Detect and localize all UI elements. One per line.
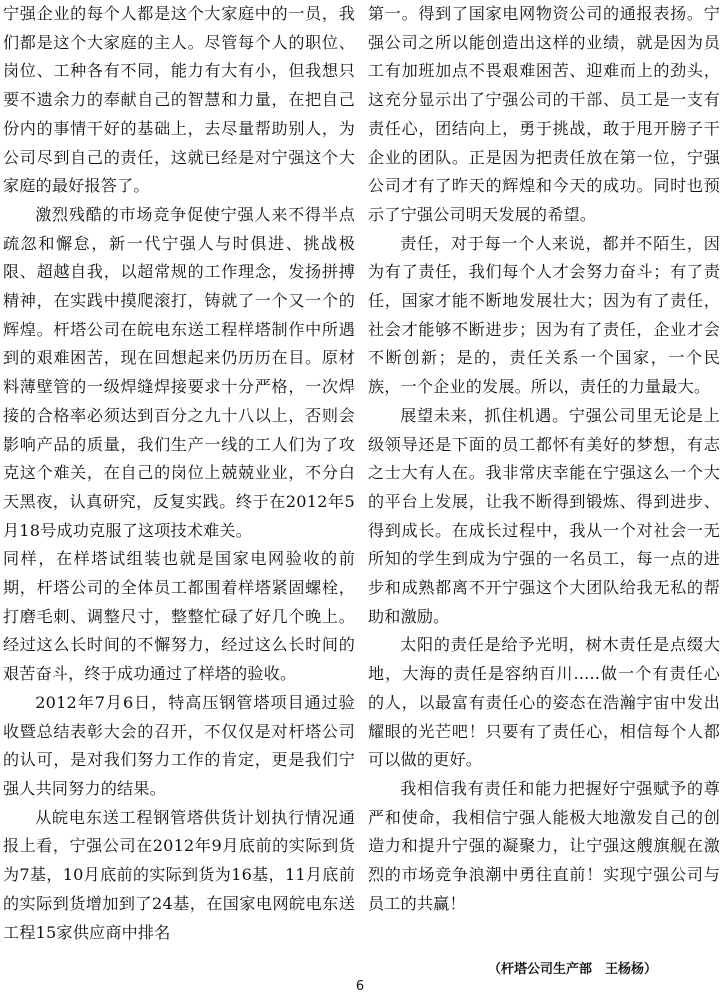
paragraph: 2012年7月6日，特高压钢管塔项目通过验收暨总结表彰大会的召开，不仅仅是对杆塔公司的认可，是对我们努力工作的肯定，更是我们宁强人共同努力的结果。: [3, 692, 355, 798]
author-byline: （杆塔公司生产部 王杨杨）: [488, 962, 658, 977]
paragraph: 责任，对于每一个人来说，都并不陌生，因为有了责任，我们每个人才会努力奋斗；有了责任，国家才能不断地发展壮大；因为有了责任，社会才能够不断进步；因为有了责任，企业才会不断创新；是的，责任关系一个国家，一个民族，一个企业的发展。所以，责任的力量最大。: [368, 233, 720, 397]
paragraph: 第一。得到了国家电网物资公司的通报表扬。宁强公司之所以能创造出这样的业绩，就是因为员工有加班加点不畏艰难困苦、迎难而上的劲头，这充分显示出了宁强公司的干部、员工是一支有责任心，团结向上，勇于挑战，敢于甩开膀子干企业的团队。正是因为把责任放在第一位，宁强公司才有了昨天的辉煌和今天的成功。同时也预示了宁强公司明天发展的希望。: [368, 4, 720, 224]
right-text-column: [368, 0, 720, 919]
paragraph: 展望未来，抓住机遇。宁强公司里无论是上级领导还是下面的员工都怀有美好的梦想，有志之士大有人在。我非常庆幸能在宁强这么一个大的平台上发展，让我不断得到锻炼、得到进步、得到成长。在成长过程中，我从一个对社会一无所知的学生到成为宁强的一名员工，每一点的进步和成熟都离不开宁强这个大团队给我无私的帮助和激励。: [368, 405, 720, 626]
paragraph: 从皖电东送工程钢管塔供货计划执行情况通报上看，宁强公司在2012年9月底前的实际到货为7基，10月底前的实际到货为16基，11月底前的实际到货增加到了24基，在国家电网皖电东送工程15家供应商中排名: [3, 807, 355, 942]
paragraph: 激烈残酷的市场竞争促使宁强人来不得半点疏忽和懈怠，新一代宁强人与时俱进、挑战极限、超越自我，以超常规的工作理念，发扬拼搏精神，在实践中摸爬滚打，铸就了一个又一个的辉煌。杆塔公司在皖电东送工程样塔制作中所遇到的艰难困苦，现在回想起来仍历历在目。原材料薄壁管的一级焊缝焊接要求十分严格，一次焊接的合格率必须达到百分之九十八以上，否则会影响产品的质量，我们生产一线的工人们为了攻克这个难关，在自己的岗位上兢兢业业，不分白天黑夜，认真研究，反复实践。终于在2012年5月18号成功克服了这项技术难关。: [3, 204, 355, 540]
paragraph: 同样，在样塔试组装也就是国家电网验收的前期，杆塔公司的全体员工都围着样塔紧固螺栓，打磨毛刺、调整尺寸，整整忙碌了好几个晚上。经过这么长时间的不懈努力，经过这么长时间的艰苦奋斗，终于成功通过了样塔的验收。: [3, 549, 355, 684]
paragraph: 太阳的责任是给予光明，树木责任是点缀大地，大海的责任是容纳百川.....做一个有责任心的人，以最富有责任心的姿态在浩瀚宇宙中发出耀眼的光芒吧！只要有了责任心，相信每个人都可以做的更好。: [368, 635, 720, 770]
left-text-column: [3, 0, 355, 947]
paragraph: 宁强企业的每个人都是这个大家庭中的一员，我们都是这个大家庭的主人。尽管每个人的职位、岗位、工种各有不同，能力有大有小，但我想只要不遗余力的奉献自己的智慧和力量，在把自己份内的事情干好的基础上，去尽量帮助别人，为公司尽到自己的责任，这就已经是对宁强这个大家庭的最好报答了。: [3, 4, 355, 196]
page-number: 6: [355, 979, 365, 994]
paragraph: 我相信我有责任和能力把握好宁强赋予的尊严和使命，我相信宁强人能极大地激发自己的创造力和提升宁强的凝聚力，让宁强这艘旗舰在激烈的市场竞争浪潮中勇往直前！实现宁强公司与员工的共赢！: [368, 778, 720, 913]
